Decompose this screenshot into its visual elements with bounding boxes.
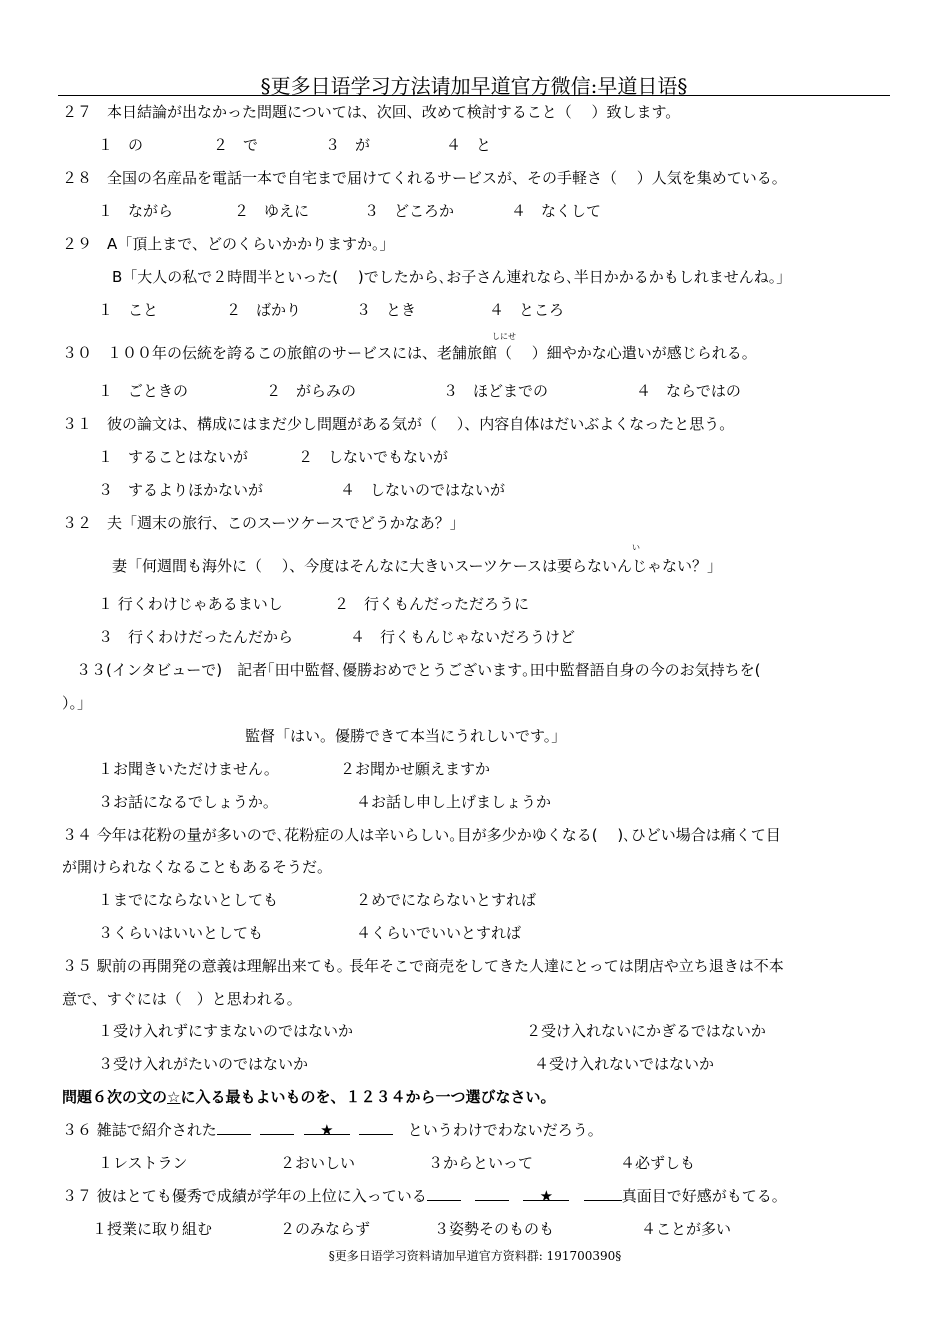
q34-option-2: ２めでにならないとすれば bbox=[356, 891, 537, 909]
q35-stem: ３５ 駅前の再開発の意義は理解出来ても｡ 長年そこで商売をしてきた人達にとっては閉店や立ち退きは不本 bbox=[62, 957, 784, 975]
q30-option-1: １ ごときの bbox=[98, 382, 189, 400]
q30-stem-pre: ３０ １００年の伝統を誇るこの旅館のサービスには、 bbox=[62, 344, 438, 362]
q37-option-4: ４ことが多い bbox=[641, 1220, 732, 1238]
page-footer: §更多日语学习资料请加早道官方资料群: 191700390§ bbox=[328, 1249, 622, 1263]
q33-option-4: ４お話し申し上げましょうか bbox=[356, 793, 552, 811]
q29-option-1: １ こと bbox=[98, 301, 159, 319]
q32-stem-wife-pre: 妻「何週間も海外に（ ）、今度はそんなに大きいスーツケースは bbox=[112, 557, 558, 575]
q35-option-2: ２受け入れないにかぎるではないか bbox=[526, 1022, 766, 1040]
q32-stem-wife-post: らないんじゃない？」 bbox=[572, 557, 723, 575]
q35-stem-cont: 意で、すぐには（ ）と思われる。 bbox=[62, 990, 302, 1008]
q29-option-2: ２ ばかり bbox=[226, 301, 302, 319]
section-6-star: ☆ bbox=[167, 1088, 181, 1106]
q36-blank-2 bbox=[260, 1120, 294, 1135]
q35-option-3: ３受け入れがたいのではないか bbox=[98, 1055, 309, 1073]
q28-option-3: ３ どころか bbox=[364, 202, 455, 220]
q30-stem bbox=[62, 343, 757, 363]
q36-option-1: １レストラン bbox=[98, 1154, 188, 1172]
q33-stem: ３３(インタビューで) 記者｢田中監督､優勝おめでとうございます｡田中監督語自身の今のお気持ちを( bbox=[76, 661, 761, 679]
q36-option-4: ４必ずしも bbox=[620, 1154, 696, 1172]
q28-option-4: ４ なくして bbox=[511, 202, 602, 220]
q31-option-1: １ することはないが bbox=[98, 448, 249, 466]
q30-stem-word: 老舗旅館 bbox=[437, 344, 498, 362]
q37-blank-star: ★ bbox=[523, 1186, 569, 1201]
q33-option-3: ３お話になるでしょうか。 bbox=[98, 793, 278, 811]
q37-option-3: ３姿勢そのものも bbox=[434, 1220, 555, 1238]
q31-stem: ３１ 彼の論文は、構成にはまだ少し問題がある気が（ ）、内容自体はだいぶよくなったと思う。 bbox=[62, 415, 735, 433]
q34-option-3: ３くらいはいいとしても bbox=[98, 924, 264, 942]
q33-stem-coach: 監督「はい。優勝できて本当にうれしいです。」 bbox=[245, 727, 567, 745]
q33-option-1: １お聞きいただけません。 bbox=[98, 760, 279, 778]
q36-option-2: ２おいしい bbox=[280, 1154, 356, 1172]
q37-stem-post: 真面目で好感がもてる。 bbox=[621, 1187, 787, 1205]
q32-ruby: い bbox=[632, 543, 640, 552]
q37-option-2: ２のみならず bbox=[280, 1220, 371, 1238]
q37-blank-2 bbox=[475, 1186, 509, 1201]
q36-blank-star: ★ bbox=[304, 1120, 350, 1135]
q34-stem-cont: が開けられなくなることもあるそうだ。 bbox=[62, 858, 333, 876]
q32-option-2: ２ 行くもんだっただろうに bbox=[334, 595, 530, 613]
q35-option-4: ４受け入れないではないか bbox=[534, 1055, 715, 1073]
q29-option-4: ４ ところ bbox=[489, 301, 565, 319]
q31-option-4: ４ しないのではないが bbox=[340, 481, 506, 499]
q32-stem-wife bbox=[112, 556, 722, 576]
section-6-heading bbox=[62, 1087, 555, 1107]
q32-option-1: １ 行くわけじゃあるまいし bbox=[98, 595, 283, 613]
page-header: §更多日语学习方法请加早道官方微信:早道日语§ bbox=[260, 74, 688, 98]
q30-option-2: ２ がらみの bbox=[266, 382, 357, 400]
q27-option-1: １ の bbox=[98, 136, 144, 154]
q34-option-4: ４くらいでいいとすれば bbox=[356, 924, 522, 942]
q32-option-4: ４ 行くもんじゃないだろうけど bbox=[350, 628, 576, 646]
section-6-pre: 問題６次の文の bbox=[62, 1088, 168, 1106]
q35-option-1: １受け入れずにすまないのではないか bbox=[98, 1022, 354, 1040]
q36-blank-1 bbox=[217, 1120, 251, 1135]
q31-option-3: ３ するよりほかないが bbox=[98, 481, 264, 499]
q29-option-3: ３ とき bbox=[356, 301, 417, 319]
q36-stem-post: というわけでわないだろう。 bbox=[407, 1121, 603, 1139]
q32-option-3: ３ 行くわけだったんだから bbox=[98, 628, 294, 646]
q30-option-4: ４ ならではの bbox=[636, 382, 741, 400]
q36-stem-pre: ３６ 雑誌で紹介された bbox=[62, 1121, 217, 1139]
q36-stem bbox=[62, 1120, 603, 1140]
q31-option-2: ２ しないでもないが bbox=[298, 448, 449, 466]
q30-option-3: ３ ほどまでの bbox=[443, 382, 549, 400]
q37-blank-1 bbox=[427, 1186, 461, 1201]
q36-option-3: ３からといって bbox=[428, 1154, 534, 1172]
q32-stem: ３２ 夫「週末の旅行、このスーツケースでどうかなあ？」 bbox=[62, 514, 465, 532]
section-6-post: に入る最もよいものを、１２３４から一つ選びなさい。 bbox=[180, 1088, 556, 1106]
header-divider bbox=[58, 95, 890, 96]
q36-blank-4 bbox=[359, 1120, 393, 1135]
q37-option-1: １授業に取り組む bbox=[92, 1220, 213, 1238]
q29-stem: ２９ A「頂上まで、どのくらいかかりますか。」 bbox=[62, 235, 395, 253]
q27-option-2: ２ で bbox=[213, 136, 259, 154]
q28-option-1: １ ながら bbox=[98, 202, 174, 220]
q32-stem-wife-word: 要 bbox=[557, 557, 573, 575]
q37-stem-pre: ３７ 彼はとても優秀で成績が学年の上位に入っている bbox=[62, 1187, 427, 1205]
q34-stem: ３４ 今年は花粉の量が多いので､花粉症の人は辛いらしい｡目が多少かゆくなる( )､ひどい場合は痛くて目 bbox=[62, 826, 781, 844]
q37-stem bbox=[62, 1186, 787, 1206]
q33-option-2: ２お聞かせ願えますか bbox=[340, 760, 491, 778]
q28-option-2: ２ ゆえに bbox=[234, 202, 310, 220]
q37-blank-4 bbox=[584, 1186, 622, 1201]
q30-ruby: しにせ bbox=[492, 332, 516, 341]
q34-option-1: １までにならないとしても bbox=[98, 891, 279, 909]
q33-stem-cont: ）。」 bbox=[62, 694, 93, 712]
q29-stem-b: B「大人の私で２時間半といった( )でしたから､お子さん連れなら､半日かかるかもしれませんね。」 bbox=[112, 268, 792, 286]
q27-stem: ２７ 本日結論が出なかった問題については、次回、改めて検討すること（ ）致します。 bbox=[62, 103, 681, 121]
q27-option-3: ３ が bbox=[325, 136, 371, 154]
q27-option-4: ４ と bbox=[446, 136, 492, 154]
q28-stem: ２８ 全国の名産品を電話一本で自宅まで届けてくれるサービスが、その手軽さ（ ）人気を集めている。 bbox=[62, 169, 787, 187]
q30-stem-post: （ ）細やかな心遣いが感じられる。 bbox=[497, 344, 757, 362]
